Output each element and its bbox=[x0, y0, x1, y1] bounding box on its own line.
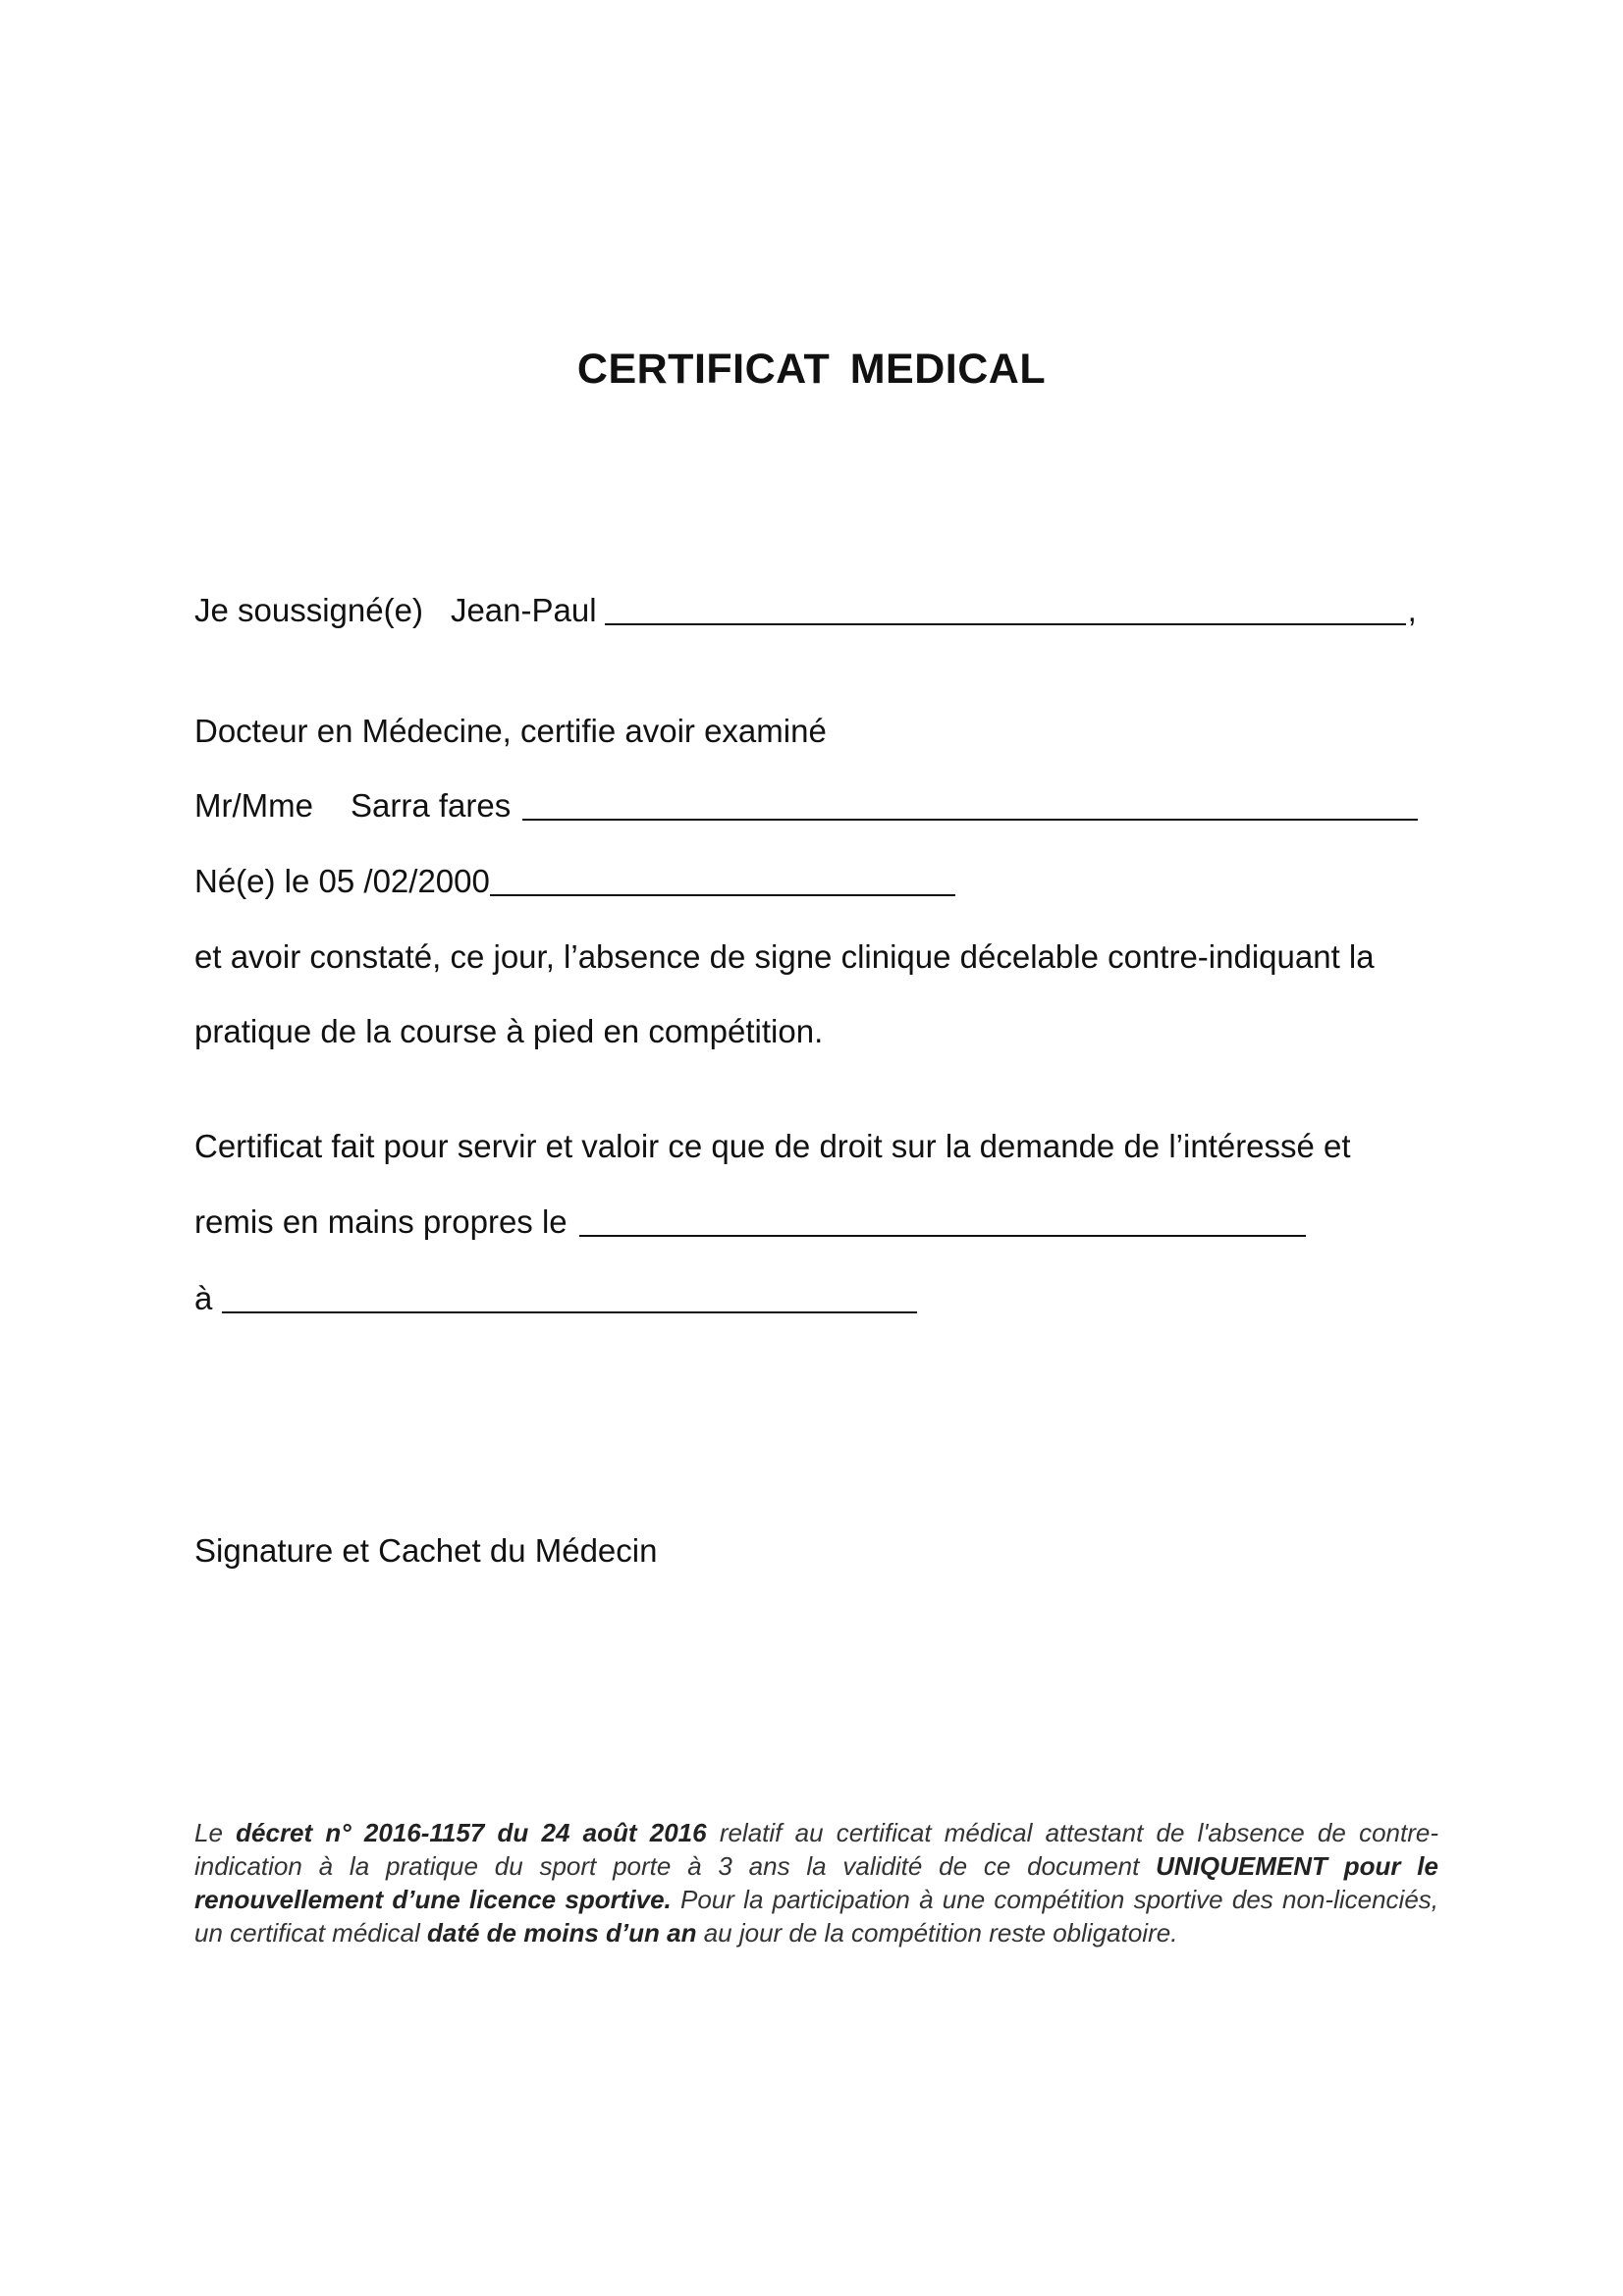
birth-date-blank[interactable] bbox=[490, 865, 955, 896]
findings-line-2: pratique de la course à pied en compétition. bbox=[194, 1013, 824, 1049]
notice-renewal-only: UNIQUEMENT pour le renouvellement d’une licence sportive. bbox=[194, 1851, 1438, 1914]
findings-line-1: et avoir constaté, ce jour, l’absence de signe clinique décelable contre-indiquant la bbox=[194, 938, 1375, 975]
notice-text: au jour de la compétition reste obligatoire. bbox=[696, 1918, 1178, 1948]
doctor-line bbox=[194, 591, 1417, 630]
legal-notice bbox=[194, 1816, 1438, 1949]
patient-prefix: Mr/Mme bbox=[194, 787, 313, 824]
patient-line bbox=[194, 786, 1418, 826]
patient-name: Sarra fares bbox=[350, 787, 512, 824]
place-blank[interactable] bbox=[222, 1282, 917, 1313]
birth-line bbox=[194, 862, 955, 901]
handover-line bbox=[194, 1202, 1306, 1242]
patient-name-blank[interactable] bbox=[522, 789, 1418, 821]
handover-text: remis en mains propres le bbox=[194, 1203, 568, 1240]
place-text: à bbox=[194, 1280, 213, 1316]
notice-text: Pour la participation à une compétition sportive des non-licenciés, un certificat médical bbox=[194, 1885, 1438, 1948]
notice-text: relatif au certificat médical attestant de l'absence de contre-indication à la pratique du sport porte à 3 ans la validité de ce document bbox=[194, 1818, 1438, 1881]
birth-date: Né(e) le 05 /02/2000 bbox=[194, 863, 490, 899]
doctor-prefix: Je soussigné(e) bbox=[194, 592, 423, 628]
doctor-name-blank[interactable] bbox=[605, 594, 1406, 625]
doctor-name: Jean-Paul bbox=[450, 592, 597, 628]
purpose-line: Certificat fait pour servir et valoir ce que de droit sur la demande de l’intéressé et bbox=[194, 1128, 1351, 1164]
place-line bbox=[194, 1279, 917, 1318]
handover-date-blank[interactable] bbox=[579, 1205, 1306, 1237]
notice-text: Le bbox=[194, 1818, 237, 1847]
signature-label: Signature et Cachet du Médecin bbox=[194, 1532, 658, 1569]
doctor-line-comma: , bbox=[1407, 592, 1417, 628]
notice-one-year: daté de moins d’un an bbox=[426, 1918, 697, 1948]
document-title: CERTIFICAT MEDICAL bbox=[576, 346, 1047, 393]
notice-decree: décret n° 2016-1157 du 24 août 2016 bbox=[236, 1818, 707, 1847]
profession-line: Docteur en Médecine, certifie avoir examiné bbox=[194, 713, 827, 749]
